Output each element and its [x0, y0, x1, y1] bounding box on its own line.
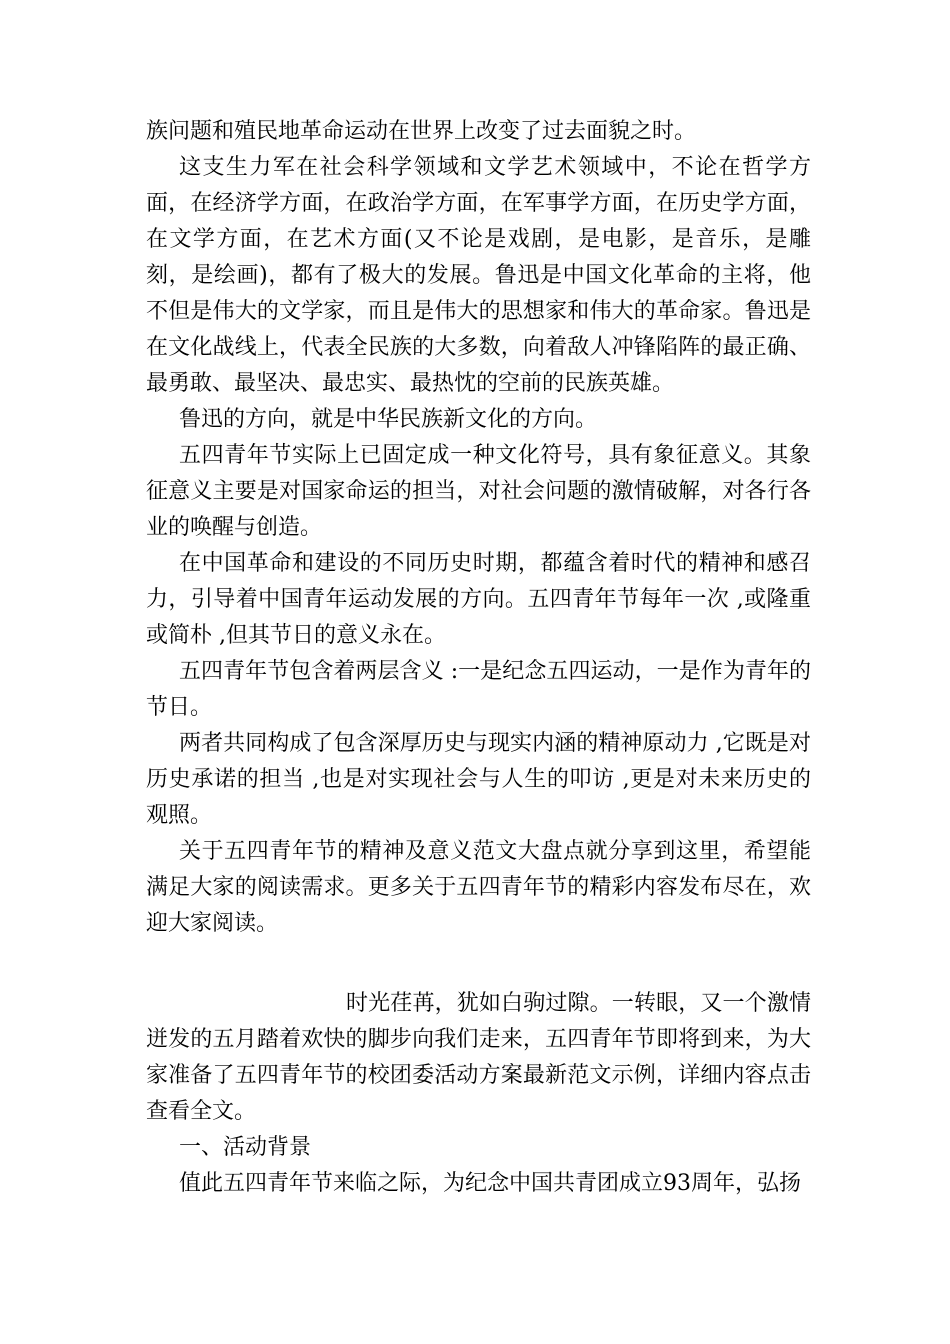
- paragraph-closing: 关于五四青年节的精神及意义范文大盘点就分享到这里，希望能满足大家的阅读需求。更多关于五四青年节的精彩内容发布尽在，欢迎大家阅读。: [146, 839, 811, 936]
- section-heading-background: 一、活动背景: [179, 1135, 312, 1160]
- paragraph-intro: 时光荏苒，犹如白驹过隙。一转眼，又一个激情迸发的五月踏着欢快的脚步向我们走来，五四青年节即将到来，为大家准备了五四青年节的校团委活动方案最新范文示例，详细内容点击查看全文。: [146, 991, 811, 1124]
- paragraph-historical-periods: 在中国革命和建设的不同历史时期，都蕴含着时代的精神和感召力，引导着中国青年运动发展的方向。五四青年节每年一次 ,或隆重或简朴 ,但其节日的意义永在。: [146, 551, 811, 648]
- paragraph-two-meanings: 五四青年节包含着两层含义 :一是纪念五四运动，一是作为青年的节日。: [146, 659, 811, 720]
- paragraph-background: 值此五四青年节来临之际，为纪念中国共青团成立93周年，弘扬: [179, 1171, 801, 1196]
- paragraph-luxun-direction: 鲁迅的方向，就是中华民族新文化的方向。: [179, 407, 598, 432]
- paragraph-new-force: 这支生力军在社会科学领域和文学艺术领域中，不论在哲学方面，在经济学方面，在政治学方面，在军事学方面，在历史学方面，在文学方面，在艺术方面(又不论是戏剧，是电影，是音乐，是雕刻，是绘画)，都有了极大的发展。鲁迅是中国文化革命的主将，他不但是伟大的文学家，而且是伟大的思想家和伟大的革命家。鲁迅是在文化战线上，代表全民族的大多数，向着敌人冲锋陷阵的最正确、最勇敢、最坚决、最忠实、最热忱的空前的民族英雄。: [146, 155, 811, 396]
- document-body: [146, 114, 811, 1202]
- section-gap: [146, 942, 811, 986]
- paragraph-spiritual-force: 两者共同构成了包含深厚历史与现实内涵的精神原动力 ,它既是对历史承诺的担当 ,也是对实现社会与人生的叩访 ,更是对未来历史的观照。: [146, 731, 811, 828]
- paragraph-cultural-symbol: 五四青年节实际上已固定成一种文化符号，具有象征意义。其象征意义主要是对国家命运的担当，对社会问题的激情破解，对各行各业的唤醒与创造。: [146, 443, 811, 540]
- paragraph-continuation: 族问题和殖民地革命运动在世界上改变了过去面貌之时。: [146, 119, 697, 144]
